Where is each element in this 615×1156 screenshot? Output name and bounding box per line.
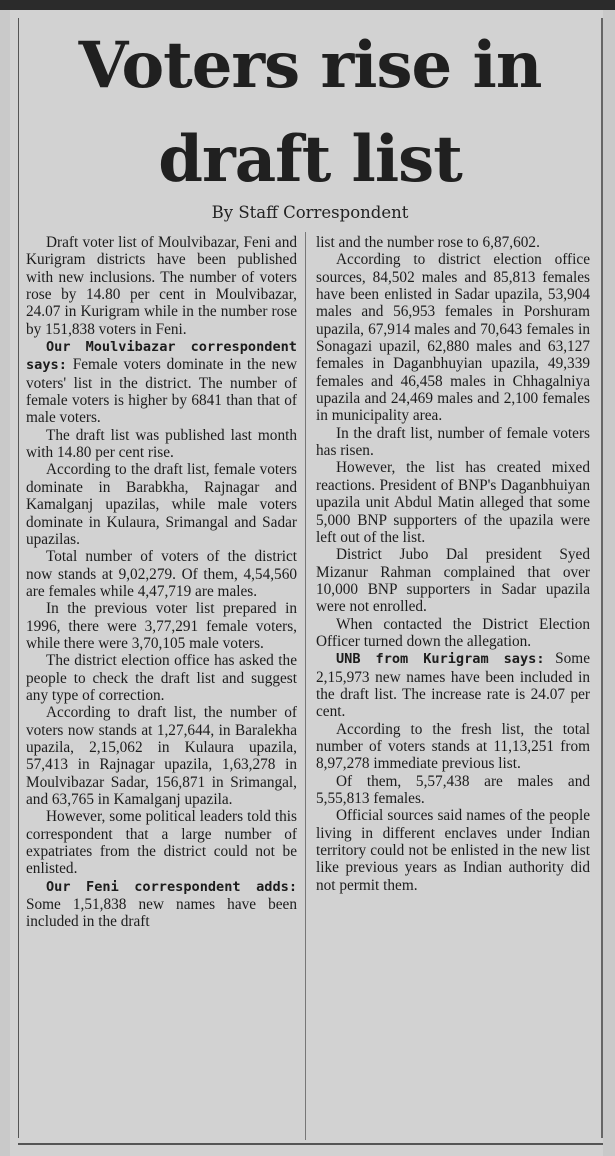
paragraph-text: Total number of voters of the district now stands at 9,02,279. Of them, 4,54,560 are females while 4,47,719 are males. [26,548,297,600]
paragraph-text: Female voters dominate in the new voters' list in the district. The number of female voters is higher by 6841 than that of male voters. [26,356,297,427]
paragraph [26,704,297,808]
paragraph [316,650,590,720]
paragraph-text: Official sources said names of the people living in different enclaves under Indian territory could not be enlisted in the new list like previous years as Indian authority did not permit them. [316,807,590,894]
paragraph [26,338,297,427]
paragraph-text: According to district election office sources, 84,502 males and 85,813 females have been enlisted in Sadar upazila, 53,904 males and 56,953 females in Porshuram upazila, 67,914 males and 70,643 females in Sonagazi upazil, 62,880 males and 63,127 females in Daganbhuyian upazila, 49,339 females and 46,458 males in Chhagalniya upazila and 24,469 males and 2,100 females in municipality area. [316,251,590,425]
paragraph-text: list and the number rose to 6,87,602. [316,234,540,251]
paragraph [26,461,297,548]
border-rule-left [18,18,19,1138]
paragraph-text: When contacted the District Election Officer turned down the allegation. [316,615,590,650]
paragraph-lead: Our Moulvibazar correspondent says: [26,339,297,374]
paragraph [316,616,590,651]
paragraph [26,548,297,600]
paragraph [316,251,590,424]
paragraph [26,427,297,462]
paragraph [26,652,297,704]
paragraph-text: Draft voter list of Moulvibazar, Feni and Kurigram districts have been published with new inclusions. The number of voters rose by 14.80 per cent in Moulvibazar, 24.07 in Kurigram while in the number rose by 151,838 voters in Feni. [26,234,297,338]
paragraph-text: However, some political leaders told this correspondent that a large number of expatriates from the district could not be enlisted. [26,808,297,878]
paragraph-lead: Our Feni correspondent adds: [46,878,297,895]
paragraph [316,234,590,251]
paragraph [26,234,297,338]
paragraph [316,721,590,773]
paragraph [316,425,590,460]
paragraph [26,600,297,652]
paragraph-text: Of them, 5,57,438 are males and 5,55,813 females. [316,772,590,807]
paragraph-text: According to draft list, the number of voters now stands at 1,27,644, in Baralekha upazila, 2,15,062 in Kulaura upazila, 57,413 in Rajnagar upazila, 1,63,278 in Moulvibazar Sadar, 156,871 in Srimangal, and 63,765 in Kamalganj upazila. [26,704,297,808]
paragraph-text: According to the fresh list, the total number of voters stands at 11,13,251 from 8,97,278 immediate previous list. [316,720,590,773]
paragraph [316,546,590,615]
paragraph-text: In the previous voter list prepared in 1996, there were 3,77,291 female voters, while there were 3,70,105 male voters. [26,600,297,652]
paragraph [26,808,297,877]
paragraph-text: According to the draft list, female voters dominate in Barabkha, Rajnagar and Kamalganj upazilas, while male voters dominate in Kulaura, Srimangal and Sadar upazilas. [26,461,297,548]
paragraph [316,459,590,546]
paragraph-text: District Jubo Dal president Syed Mizanur Rahman complained that over 10,000 BNP supporters in Sadar upazila were not enrolled. [316,546,590,616]
paragraph-text: Some 1,51,838 new names have been included in the draft [26,896,297,931]
paragraph [316,773,590,808]
paragraph [316,807,590,894]
paragraph-text: However, the list has created mixed reactions. President of BNP's Daganbhuiyan upazila unit Abdul Matin alleged that some 5,000 BNP supporters of the upazila were left out of the list. [316,459,590,546]
column-divider [305,232,306,1140]
paragraph-text: Some 2,15,973 new names have been included in the draft list. The increase rate is 24.07 per cent. [316,650,590,721]
headline-line-2: draft list [158,122,462,197]
paragraph-lead: UNB from Kurigram says: [336,651,545,668]
border-rule-bottom [18,1143,603,1145]
byline: By Staff Correspondent [211,203,409,222]
article-column-right [316,234,590,1140]
paragraph-text: The district election office has asked the people to check the draft list and suggest any type of correction. [26,652,297,704]
paragraph-text: In the draft list, number of female voters has risen. [316,424,590,460]
paragraph-text: The draft list was published last month with 14.80 per cent rise. [26,426,297,462]
scan-top-edge [0,0,615,10]
border-rule-right [601,18,603,1138]
paragraph [26,878,297,931]
article-column-left [26,234,297,1140]
headline-line-1: Voters rise in [78,28,542,103]
